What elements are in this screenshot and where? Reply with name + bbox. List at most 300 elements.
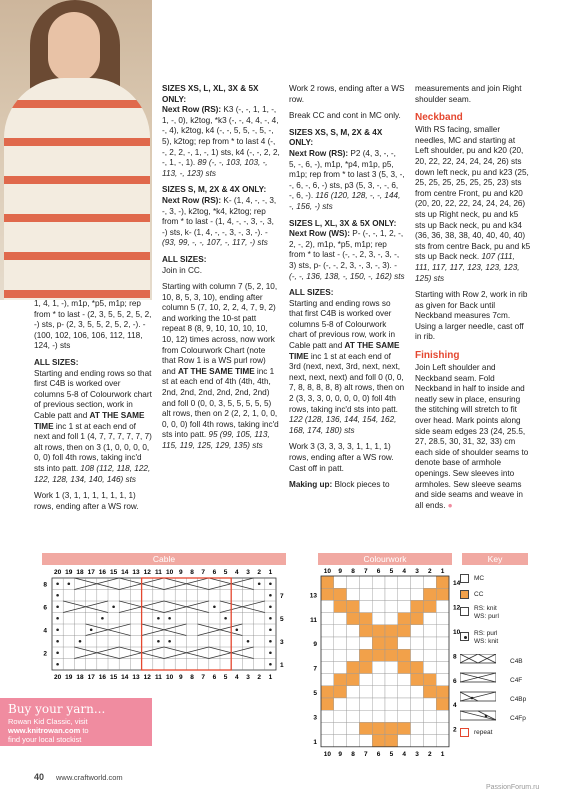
- colour-col-label: 7: [363, 568, 368, 575]
- cable-col-label: 13: [132, 674, 140, 681]
- colourwork-cell: [436, 735, 449, 747]
- colour-row-label: 10: [453, 628, 461, 636]
- cable-col-label: 19: [65, 569, 73, 576]
- page-number: 40: [34, 772, 45, 782]
- colour-col-label: 6: [376, 568, 381, 575]
- purl-dot: [247, 640, 250, 643]
- colourwork-cell: [359, 637, 372, 649]
- cable-col-label: 14: [121, 674, 129, 681]
- cable-col-label: 10: [165, 674, 174, 681]
- purl-dot: [269, 617, 272, 620]
- colourwork-cell: [359, 722, 372, 734]
- colourwork-cell: [372, 674, 385, 686]
- purl-dot: [269, 628, 272, 631]
- cable-col-label: 2: [257, 569, 262, 576]
- cable-col-label: 13: [132, 569, 140, 576]
- purl-dot: [269, 663, 272, 666]
- cable-col-label: 5: [223, 569, 228, 576]
- purl-dot: [56, 628, 59, 631]
- purl-dot: [236, 628, 239, 631]
- colourwork-cell: [372, 588, 385, 600]
- purl-dot: [157, 640, 160, 643]
- colourwork-cell: [347, 698, 360, 710]
- colourwork-cell: [398, 698, 411, 710]
- key-c4b-label: C4B: [510, 658, 523, 665]
- colour-col-label: 8: [351, 750, 355, 758]
- yarn-url-link[interactable]: www.knitrowan.com: [8, 726, 81, 735]
- colour-row-label: 11: [310, 616, 317, 624]
- cc-swatch: [460, 590, 469, 599]
- cable-col-label: 12: [143, 569, 151, 576]
- colourwork-cell: [372, 735, 385, 747]
- colourwork-cell: [385, 710, 398, 722]
- colour-row-label: 8: [453, 653, 457, 661]
- colourwork-cell: [334, 661, 347, 673]
- colourwork-cell: [436, 674, 449, 686]
- instruction-text: Join Left shoulder and Neckband seam. Fold Neckband in half to inside and neatly sew in place, ensuring the stitching will stretch to fit over head. Mark points along side seam edges 23 (24, 25.5, 27, 28.5, 30, 31, 32, 33) cm each side of shoulder seams to denote base of armhole openings. Sew sleeves into armholes. Sew sleeve seams and side seams and weave in all ends. ●: [415, 363, 529, 510]
- colourwork-cell: [385, 637, 398, 649]
- colourwork-cell: [411, 588, 424, 600]
- colourwork-cell: [398, 735, 411, 747]
- colourwork-cell: [398, 674, 411, 686]
- purl-dot: [56, 640, 59, 643]
- key-ws-purl-label: WS: purl: [474, 613, 499, 620]
- cable-col-label: 18: [76, 674, 84, 681]
- colourwork-cell: [321, 722, 334, 734]
- colourwork-cell: [411, 613, 424, 625]
- colourwork-cell: [372, 576, 385, 588]
- colourwork-cell: [321, 576, 334, 588]
- cable-col-label: 7: [201, 569, 206, 576]
- colourwork-cell: [398, 613, 411, 625]
- colourwork-cell: [436, 686, 449, 698]
- purl-dot: [56, 617, 59, 620]
- purl-dot: [68, 582, 71, 585]
- colourwork-cell: [334, 637, 347, 649]
- purl-dot: [269, 605, 272, 608]
- colourwork-cell: [334, 710, 347, 722]
- colourwork-cell: [321, 686, 334, 698]
- instruction-text: Work 1 (3, 1, 1, 1, 1, 1, 1, 1) rows, ending after a WS row.: [34, 491, 139, 511]
- section-heading: Neckband: [415, 112, 463, 124]
- cable-chart: [34, 566, 296, 686]
- colourwork-cell: [385, 613, 398, 625]
- colourwork-cell: [385, 735, 398, 747]
- colourwork-cell: [385, 686, 398, 698]
- instruction-text: Work 2 rows, ending after a WS row.: [289, 84, 405, 104]
- colourwork-cell: [411, 735, 424, 747]
- colourwork-cell: [385, 722, 398, 734]
- colourwork-cell: [334, 674, 347, 686]
- key-c4f-label: C4F: [510, 677, 523, 684]
- colourwork-cell: [423, 722, 436, 734]
- colourwork-cell: [398, 686, 411, 698]
- purl-dot: [79, 640, 82, 643]
- colourwork-cell: [372, 698, 385, 710]
- colourwork-cell: [359, 710, 372, 722]
- purl-dot: [168, 617, 171, 620]
- cable-col-label: 7: [201, 674, 206, 681]
- colourwork-cell: [347, 613, 360, 625]
- cable-row-label: 5: [280, 616, 284, 624]
- colourwork-cell: [359, 576, 372, 588]
- colourwork-cell: [321, 613, 334, 625]
- colour-col-label: 1: [440, 568, 445, 575]
- colourwork-cell: [334, 698, 347, 710]
- colourwork-cell: [398, 588, 411, 600]
- colourwork-cell: [423, 649, 436, 661]
- colourwork-cell: [359, 698, 372, 710]
- cable-col-label: 3: [246, 674, 250, 681]
- colour-row-label: 2: [453, 726, 457, 734]
- colourwork-cell: [372, 625, 385, 637]
- colour-col-label: 6: [376, 750, 381, 758]
- column-4: [415, 84, 531, 517]
- colourwork-cell: [411, 625, 424, 637]
- colourwork-cell: [334, 735, 347, 747]
- colour-row-label: 6: [453, 677, 457, 685]
- purl-dot: [213, 605, 216, 608]
- colour-col-label: 10: [323, 568, 332, 575]
- site-url: www.craftworld.com: [56, 773, 123, 782]
- colourwork-cell: [359, 674, 372, 686]
- colourwork-cell: [398, 722, 411, 734]
- buy-yarn-title: Buy your yarn...: [8, 702, 106, 716]
- sweater-image: [4, 78, 150, 300]
- colour-col-label: 2: [427, 568, 432, 575]
- cable-col-label: 17: [87, 674, 95, 681]
- cable-col-label: 11: [154, 569, 162, 576]
- cable-col-label: 9: [178, 674, 183, 681]
- colourwork-cell: [398, 625, 411, 637]
- purl-dot: [269, 640, 272, 643]
- colour-col-label: 7: [363, 750, 368, 758]
- cable-col-label: 10: [165, 569, 174, 576]
- instruction-text: Starting and ending rows so that first C4B is worked over columns 5-8 of Colourwork chart of previous row, work in Cable patt and AT THE SAME TIME inc 1 st at each end of 3rd (next, next, 3rd, next, next, next, next, next) and foll 0 (0, 0, 7, 8, 8, 8, 8, 8) alt rows, then on 2 (3, 3, 3, 0, 0, 0, 0, 0) foll 4th rows, taking inc'd sts into patt. 122 (128, 136, 144, 154, 162, 168, 174, 180) sts: [289, 298, 405, 435]
- instruction-text: Starting with column 7 (5, 2, 10, 10, 8, 5, 3, 10), ending after column 5 (7, 10, 2, 2, 4, 7, 9, 2) and working the 10-st patt repeat 8 (8, 9, 10, 10, 10, 10, 10, 12) times across, now work from Colourwork Chart (note that Row 1 is a WS purl row) and AT THE SAME TIME inc 1 st at each end of 4th (4th, 4th, 2nd, 2nd, 2nd, 2nd, 2nd, 2nd) and foll 0 (0, 0, 3, 5, 5, 5, 5, 5) alt rows, then on 2 (2, 2, 1, 0, 0, 0, 0, 0) foll 4th rows, taking inc'd sts into patt. 95 (99, 105, 113, 115, 119, 125, 129, 135) sts: [162, 282, 279, 450]
- colourwork-cell: [321, 735, 334, 747]
- colourwork-cell: [398, 710, 411, 722]
- knit-swatch: [460, 607, 469, 616]
- row-count-text: 1, 4, 1, -), m1p, *p5, m1p; rep from * to last - (2, 3, 5, 5, 2, 5, 2, -) sts, p- (2, 3, 5, 5, 2, 5, 2, -). - (100, 102, 106, 106, 112, 118, 124, -) sts: [34, 299, 152, 351]
- column-3: [289, 84, 405, 497]
- colourwork-cell: [385, 588, 398, 600]
- colourwork-cell: [347, 661, 360, 673]
- colourwork-cell: [423, 661, 436, 673]
- cable-row-label: 2: [43, 650, 47, 658]
- colourwork-cell: [321, 625, 334, 637]
- instruction-text: Work 3 (3, 3, 3, 3, 1, 1, 1, 1) rows, ending after a WS row. Cast off in patt.: [289, 442, 394, 473]
- colourwork-cell: [347, 637, 360, 649]
- watermark: PassionForum.ru: [486, 784, 540, 791]
- colourwork-cell: [411, 686, 424, 698]
- colourwork-cell: [436, 698, 449, 710]
- colourwork-cell: [321, 710, 334, 722]
- cable-col-label: 1: [268, 674, 273, 681]
- colourwork-cell: [334, 613, 347, 625]
- purl-dot: [56, 594, 59, 597]
- instruction-text: Next Row (RS): P2 (4, 3, -, -, 5, -, 6, -), m1p, *p4, m1p, p5, m1p; rep from * to last 3 (5, 3, -, -, 6, -, 6, -) sts, p3 (5, 3, -, -, 6, -, 6, -). 116 (120, 128, -, -, 144, -, 156, -) sts: [289, 148, 405, 211]
- mc-swatch: [460, 574, 469, 583]
- colour-col-label: 9: [338, 568, 343, 575]
- purl-dot: [168, 640, 171, 643]
- colourwork-cell: [423, 698, 436, 710]
- cable-row-label: 6: [43, 604, 47, 612]
- colourwork-cell: [398, 649, 411, 661]
- colourwork-cell: [334, 649, 347, 661]
- section-heading: SIZES XS, S, M, 2X & 4X ONLY:: [289, 127, 383, 148]
- colourwork-chart-grid: [304, 566, 464, 766]
- colourwork-cell: [321, 674, 334, 686]
- colourwork-cell: [347, 588, 360, 600]
- colourwork-chart-title: Colourwork: [318, 553, 452, 565]
- instruction-text: Next Row (RS): K3 (-, -, 1, 1, -, 1, -, 0), k2tog, *k3 (-, -, 4, 4, -, 4, -, 4), k2tog, k4 (-, -, 5, 5, -, 5, -, 5), k2tog; rep from * to last 4 (-, -, 2, 2, -, 1, -, 1) sts, k4 (-, -, 2, 2, -, 1, -, 1). 89 (-, -, 103, 103, -, 113, -, 123) sts: [162, 105, 280, 178]
- section-heading: ALL SIZES:: [162, 254, 207, 264]
- colourwork-cell: [411, 661, 424, 673]
- colour-row-label: 3: [313, 714, 317, 722]
- section-heading: ALL SIZES:: [289, 288, 334, 298]
- colourwork-cell: [436, 649, 449, 661]
- chart-key: [460, 568, 540, 738]
- cable-col-label: 3: [246, 569, 250, 576]
- instruction-text: Join in CC.: [162, 265, 203, 275]
- colourwork-cell: [347, 735, 360, 747]
- buy-yarn-line3: find your local stockist: [8, 735, 82, 744]
- cable-col-label: 11: [154, 674, 162, 681]
- purl-dot: [101, 617, 104, 620]
- colourwork-cell: [423, 686, 436, 698]
- purl-dot: [269, 582, 272, 585]
- cable-col-label: 4: [234, 674, 239, 681]
- cable-col-label: 8: [190, 674, 194, 681]
- purl-dot: [90, 628, 93, 631]
- colourwork-cell: [334, 625, 347, 637]
- buy-yarn-line1: Rowan Kid Classic, visit: [8, 717, 88, 726]
- model-face: [48, 12, 100, 82]
- purl-dot: [56, 663, 59, 666]
- colourwork-cell: [321, 698, 334, 710]
- instruction-text: Next Row (RS): K- (1, 4, -, -, 3, -, 3, -), k2tog, *k4, k2tog; rep from * to last - (1, 4, -, -, 3, -, 3, -) sts, k- (1, 4, -, -, 3, -, 3, -). - (93, 99, -, -, 107, -, 117, -) sts: [162, 195, 277, 248]
- colourwork-cell: [372, 613, 385, 625]
- colourwork-cell: [359, 600, 372, 612]
- colour-col-label: 8: [351, 568, 355, 575]
- colourwork-cell: [423, 674, 436, 686]
- colourwork-cell: [423, 613, 436, 625]
- cable-col-label: 16: [98, 674, 107, 681]
- instruction-text: measurements and join Right shoulder seam.: [415, 84, 522, 104]
- cable-row-label: 8: [43, 581, 47, 589]
- cable-col-label: 14: [121, 569, 129, 576]
- section-heading: SIZES XS, L, XL, 3X & 5X ONLY:: [162, 84, 259, 104]
- colourwork-cell: [347, 600, 360, 612]
- repeat-swatch: [460, 728, 469, 737]
- colour-row-label: 5: [313, 689, 317, 697]
- colourwork-cell: [385, 649, 398, 661]
- cable-col-label: 18: [76, 569, 84, 576]
- colourwork-cell: [321, 588, 334, 600]
- colourwork-cell: [436, 661, 449, 673]
- colourwork-cell: [347, 722, 360, 734]
- cable-col-label: 15: [109, 569, 118, 576]
- colourwork-cell: [385, 661, 398, 673]
- cable-col-label: 9: [178, 569, 183, 576]
- buy-yarn-box: [0, 698, 152, 746]
- cable-col-label: 17: [87, 569, 95, 576]
- colourwork-cell: [372, 637, 385, 649]
- colour-row-label: 13: [309, 592, 317, 600]
- colour-col-label: 1: [440, 750, 445, 758]
- cable-col-label: 5: [223, 674, 228, 681]
- colourwork-cell: [436, 625, 449, 637]
- colourwork-cell: [423, 576, 436, 588]
- cable-chart-grid: [34, 566, 296, 686]
- colourwork-cell: [411, 698, 424, 710]
- column-1: [34, 299, 152, 518]
- colourwork-cell: [334, 576, 347, 588]
- key-rs-purl-label: RS: purl: [474, 630, 498, 637]
- key-rs-knit-label: RS: knit: [474, 605, 497, 612]
- colourwork-cell: [385, 698, 398, 710]
- colour-row-label: 1: [313, 738, 317, 746]
- colour-col-label: 5: [389, 750, 394, 758]
- cable-col-label: 2: [257, 674, 262, 681]
- key-c4bp-label: C4Bp: [510, 696, 527, 703]
- section-heading: SIZES L, XL, 3X & 5X ONLY:: [289, 218, 397, 228]
- purl-dot: [56, 605, 59, 608]
- colour-col-label: 3: [415, 750, 419, 758]
- colourwork-chart: [304, 566, 464, 766]
- key-repeat-label: repeat: [474, 729, 493, 736]
- sweater-photo: [0, 0, 152, 300]
- purl-dot: [56, 651, 59, 654]
- colourwork-cell: [334, 588, 347, 600]
- colourwork-cell: [359, 625, 372, 637]
- colourwork-cell: [436, 576, 449, 588]
- colourwork-cell: [359, 649, 372, 661]
- cable-row-label: 3: [280, 639, 284, 647]
- colourwork-cell: [423, 735, 436, 747]
- colourwork-cell: [321, 600, 334, 612]
- cable-col-label: 12: [143, 674, 151, 681]
- colourwork-cell: [372, 600, 385, 612]
- colourwork-cell: [334, 686, 347, 698]
- colourwork-cell: [372, 686, 385, 698]
- colourwork-cell: [423, 588, 436, 600]
- colour-col-label: 10: [323, 750, 332, 758]
- colour-col-label: 4: [402, 750, 407, 758]
- cable-col-label: 6: [212, 569, 217, 576]
- colour-col-label: 4: [402, 568, 407, 575]
- key-cc-label: CC: [474, 591, 484, 598]
- colourwork-cell: [321, 649, 334, 661]
- key-mc-label: MC: [474, 575, 485, 582]
- cable-col-label: 6: [212, 674, 217, 681]
- colourwork-cell: [398, 576, 411, 588]
- colourwork-cell: [423, 637, 436, 649]
- colourwork-cell: [436, 637, 449, 649]
- key-c4fp-label: C4Fp: [510, 715, 526, 722]
- buy-yarn-line2: to: [80, 726, 89, 735]
- colourwork-cell: [359, 686, 372, 698]
- cable-key-symbols: [460, 654, 496, 726]
- colourwork-cell: [411, 674, 424, 686]
- cable-chart-title: Cable: [42, 553, 286, 565]
- colour-row-label: 12: [453, 604, 461, 612]
- purl-dot: [258, 582, 261, 585]
- purl-dot: [157, 617, 160, 620]
- colourwork-cell: [385, 576, 398, 588]
- colourwork-cell: [411, 710, 424, 722]
- colourwork-cell: [411, 722, 424, 734]
- colourwork-cell: [372, 710, 385, 722]
- cable-row-label: 1: [280, 662, 284, 670]
- section-heading: ALL SIZES:: [34, 357, 79, 367]
- colourwork-cell: [347, 686, 360, 698]
- colourwork-cell: [385, 600, 398, 612]
- key-ws-knit-label: WS: knit: [474, 638, 499, 645]
- colourwork-cell: [347, 649, 360, 661]
- colourwork-cell: [436, 588, 449, 600]
- colourwork-cell: [359, 661, 372, 673]
- section-heading: SIZES S, M, 2X & 4X ONLY:: [162, 185, 267, 195]
- colourwork-cell: [398, 600, 411, 612]
- instruction-text: Starting and ending rows so that first C4B is worked over columns 5-8 of Colourwork chart of previous section, work in Cable patt and AT THE SAME TIME inc 1 st at each end of next and foll 1 (4, 7, 7, 7, 7, 7, 7) alt rows, then on 3 (1, 0, 0, 0, 0, 0, 0) foll 4th rows, taking inc'd sts into patt. 108 (112, 118, 122, 122, 128, 134, 140, 146) sts: [34, 368, 152, 484]
- colourwork-cell: [398, 661, 411, 673]
- colourwork-cell: [359, 613, 372, 625]
- cable-col-label: 16: [98, 569, 107, 576]
- colourwork-cell: [423, 710, 436, 722]
- colour-col-label: 5: [389, 568, 394, 575]
- cable-col-label: 15: [109, 674, 118, 681]
- purl-dot: [112, 605, 115, 608]
- colourwork-cell: [385, 625, 398, 637]
- colourwork-cell: [411, 576, 424, 588]
- colour-col-label: 9: [338, 750, 343, 758]
- colour-row-label: 4: [453, 702, 457, 710]
- purl-dot: [224, 617, 227, 620]
- colourwork-cell: [398, 637, 411, 649]
- instruction-text: Starting with Row 2, work in rib as given for Back until Neckband measures 7cm. Using a larger needle, cast off in rib.: [415, 290, 528, 342]
- colourwork-cell: [436, 613, 449, 625]
- colourwork-cell: [385, 674, 398, 686]
- purl-dot: [56, 582, 59, 585]
- colourwork-cell: [372, 661, 385, 673]
- cable-col-label: 4: [234, 569, 239, 576]
- column-2: [162, 84, 280, 458]
- purl-dot: [269, 594, 272, 597]
- colour-row-label: 7: [313, 665, 317, 673]
- colourwork-cell: [347, 576, 360, 588]
- cable-col-label: 19: [65, 674, 73, 681]
- colourwork-cell: [334, 600, 347, 612]
- cable-col-label: 1: [268, 569, 273, 576]
- colourwork-cell: [347, 674, 360, 686]
- colour-row-label: 14: [453, 580, 461, 588]
- key-title: Key: [462, 553, 528, 565]
- colourwork-cell: [347, 625, 360, 637]
- purl-dot: [269, 651, 272, 654]
- cable-col-label: 8: [190, 569, 194, 576]
- colourwork-cell: [436, 710, 449, 722]
- colourwork-cell: [423, 625, 436, 637]
- colourwork-cell: [411, 637, 424, 649]
- section-heading: Finishing: [415, 350, 460, 362]
- colour-col-label: 2: [427, 750, 432, 758]
- colourwork-cell: [411, 649, 424, 661]
- colourwork-cell: [334, 722, 347, 734]
- colour-col-label: 3: [415, 568, 419, 575]
- colourwork-cell: [423, 600, 436, 612]
